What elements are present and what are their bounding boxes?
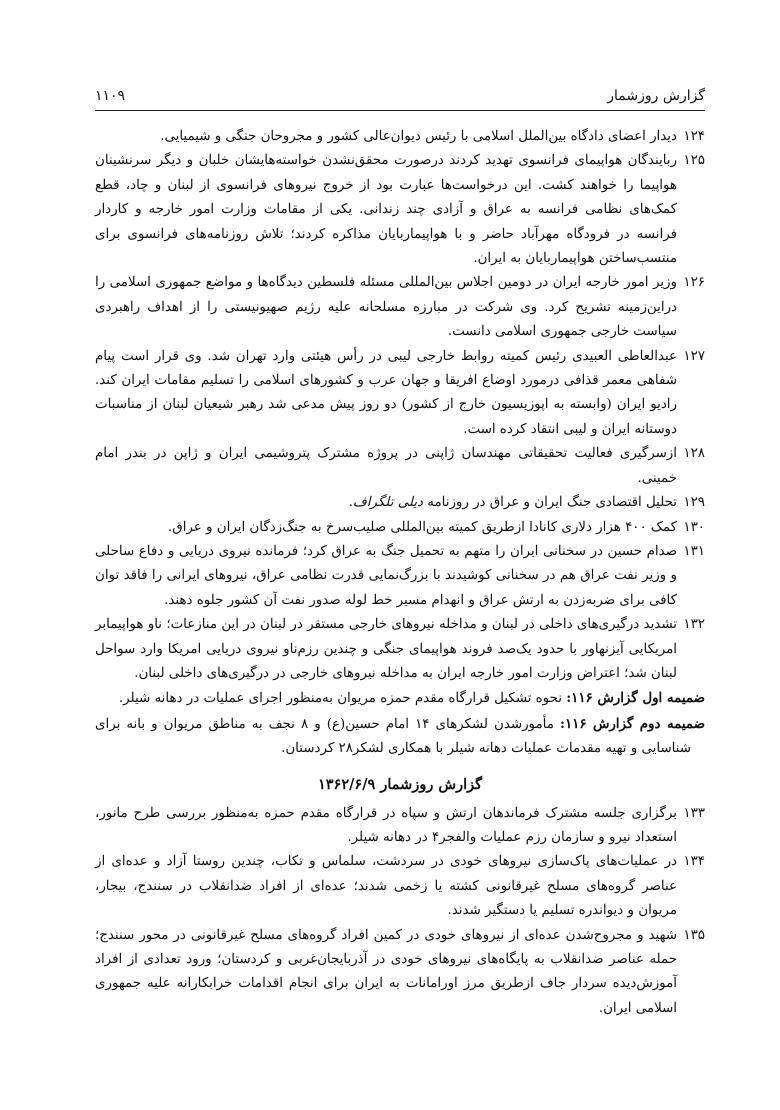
newspaper-name: دیلی تلگراف	[352, 495, 424, 511]
entry-125	[95, 149, 705, 271]
entry-list-a	[95, 125, 705, 686]
attachment-label: ضمیمه اول گزارش ۱۱۶:	[566, 690, 705, 707]
entry-text: وزیر امور خارجه ایران در دومین اجلاس بین‌المللی مسئله فلسطین دیدگاه‌ها و مواضع جمهوری اسلامی را دراین‌زمینه تشریح کرد. وی شرکت در مبارزه مسلحانه علیه رژیم صهیونیستی را از اهداف راهبردی سیاست خارجی جمهوری اسلامی دانست.	[95, 275, 677, 340]
attachment-label: ضمیمه دوم گزارش ۱۱۶:	[559, 715, 706, 732]
document-page	[95, 88, 705, 1021]
page-number: ۱۱۰۹	[95, 88, 126, 104]
running-header	[95, 88, 705, 111]
entry-number: ۱۳۵	[683, 927, 705, 943]
entry-132	[95, 613, 705, 686]
entry-134	[95, 850, 705, 923]
entry-text: صدام حسین در سخنانی ایران را متهم به تحمیل جنگ به عراق کرد؛ فرمانده نیروی دریایی و دفاع ساحلی و وزیر نفت عراق هم در سخنانی کوشیدند با بزرگ‌نمایی قدرت نظامی عراق، نیروهای ایرانی را فاقد توان کافی برای ضربه‌زدن به ارتش عراق و انهدام مسیر خط لوله صدور نفت آن کشور جلوه دهند.	[95, 543, 677, 608]
attachment-text: نحوه تشکیل قرارگاه مقدم حمزه مریوان به‌منظور اجرای عملیات در دهانه شیلر.	[118, 691, 562, 707]
entry-end: .	[348, 495, 353, 511]
entry-126	[95, 271, 705, 344]
entry-number: ۱۲۶	[683, 275, 705, 291]
entry-124	[95, 125, 705, 149]
entry-number: ۱۲۵	[683, 153, 705, 169]
entry-135	[95, 924, 705, 1022]
entry-number: ۱۲۷	[683, 348, 705, 364]
entry-number: ۱۲۹	[683, 495, 705, 511]
entry-text: عبدالعاطی العبیدی رئیس کمیته روابط خارجی لیبی در رأس هیئتی وارد تهران شد. وی قرار است پیام شفاهی معمر قذافی درمورد اوضاع افریقا و جهان عرب و کشورهای اسلامی را تسلیم مقامات ایران کند. رادیو ایران (وابسته به اپوزیسیون خارج از کشور) دو روز پیش مدعی شد رهبر شیعیان لبنان از مناسبات دوستانه ایران و لیبی انتقاد کرده است.	[95, 348, 677, 437]
entry-133	[95, 802, 705, 851]
attachment-1	[95, 686, 705, 711]
entry-text: در عملیات‌های پاک‌سازی نیروهای خودی در سردشت، سلماس و تکاب، چندین روستا آزاد و عده‌ای از عناصر گروه‌های مسلح غیرقانونی کشته یا زخمی شدند؛ عده‌ای از افراد ضدانقلاب در سنندج، بیجار، مریوان و دیواندره تسلیم یا دستگیر شدند.	[95, 854, 677, 919]
entry-text: برگزاری جلسه مشترک فرماندهان ارتش و سپاه در قرارگاه مقدم حمزه به‌منظور بررسی طرح مانور، استعداد نیرو و سازمان رزم عملیات والفجر۴ در دهانه شیلر.	[95, 805, 677, 845]
entry-list-c	[95, 802, 705, 1022]
entry-128	[95, 442, 705, 491]
entry-number: ۱۳۳	[683, 805, 705, 821]
entry-number: ۱۲۴	[683, 129, 705, 144]
entry-number: ۱۳۱	[683, 543, 705, 559]
entry-text: ربایندگان هواپیمای فرانسوی تهدید کردند درصورت محقق‌نشدن خواسته‌هایشان خلبان و دیگر سرنشینان هواپیما را خواهند کشت. این درخواست‌ها عبارت بود از خروج نیروهای فرانسوی از لبنان و چاد، قطع کمک‌های نظامی فرانسه به عراق و آزادی چند زندانی. یکی از مقامات وزارت امور خارجه و کاردار فرانسه در فرودگاه مهرآباد حاضر و با هواپیماربایان مذاکره کردند؛ تلاش روزنامه‌های فرانسوی برای منتسب‌ساختن هواپیماربایان به ایران.	[95, 153, 677, 267]
attachments	[95, 686, 705, 761]
entry-131	[95, 540, 705, 613]
attachment-text: مأمورشدن لشکرهای ۱۴ امام حسین(ع) و ۸ نجف به مناطق مریوان و بانه برای شناسایی و تهیه مقدمات عملیات دهانه شیلر با همکاری لشکر۲۸ کردستان.	[95, 716, 691, 757]
entry-129	[95, 491, 705, 515]
entry-text: کمک ۴۰۰ هزار دلاری کانادا ازطریق کمیته بین‌المللی صلیب‌سرخ به جنگ‌زدگان ایران و عراق.	[168, 519, 677, 535]
entry-text: دیدار اعضای دادگاه بین‌الملل اسلامی با رئیس دیوان‌عالی کشور و مجروحان جنگی و شیمیایی.	[160, 129, 677, 144]
entry-number: ۱۳۲	[683, 617, 705, 633]
entry-text: تحلیل اقتصادی جنگ ایران و عراق در روزنامه	[427, 495, 677, 511]
entry-text: تشدید درگیری‌های داخلی در لبنان و مداخله نیروهای خارجی مستقر در لبنان در این منازعات؛ ناو هواپیمابر امریکایی آیزنهاور با حدود یک‌صد فروند هواپیمای جنگی و چندین رزم‌ناو نیروی دریایی امریکا وارد سواحل لبنان شد؛ اعتراض وزارت امور خارجه ایران به مداخله نیروهای خارجی در درگیری‌های داخلی لبنان.	[95, 617, 677, 681]
running-title: گزارش روزشمار	[607, 88, 705, 104]
entry-127	[95, 345, 705, 443]
attachment-2	[95, 712, 705, 762]
entry-number: ۱۳۴	[683, 854, 705, 870]
entry-130	[95, 516, 705, 540]
day-report-title: گزارش روزشمار ۱۳۶۲/۶/۹	[317, 775, 483, 793]
entry-text: شهید و مجروح‌شدن عده‌ای از نیروهای خودی در کمین افراد گروه‌های مسلح غیرقانونی در محور سنندج؛ حمله عناصر ضدانقلاب به پایگاه‌های نیروهای خودی در آذربایجان‌غربی و کردستان؛ ورود تعدادی از افراد آموزش‌دیده سردار جاف ازطریق مرز اورامانات به ایران برای انجام اقدامات خرابکارانه علیه جمهوری اسلامی ایران.	[95, 927, 677, 1016]
entry-text: ازسرگیری فعالیت تحقیقاتی مهندسان ژاپنی در پروژه مشترک پتروشیمی ایران و ژاپن در بندر امام خمینی.	[95, 446, 677, 486]
entry-number: ۱۳۰	[683, 519, 705, 535]
entry-number: ۱۲۸	[683, 446, 705, 462]
